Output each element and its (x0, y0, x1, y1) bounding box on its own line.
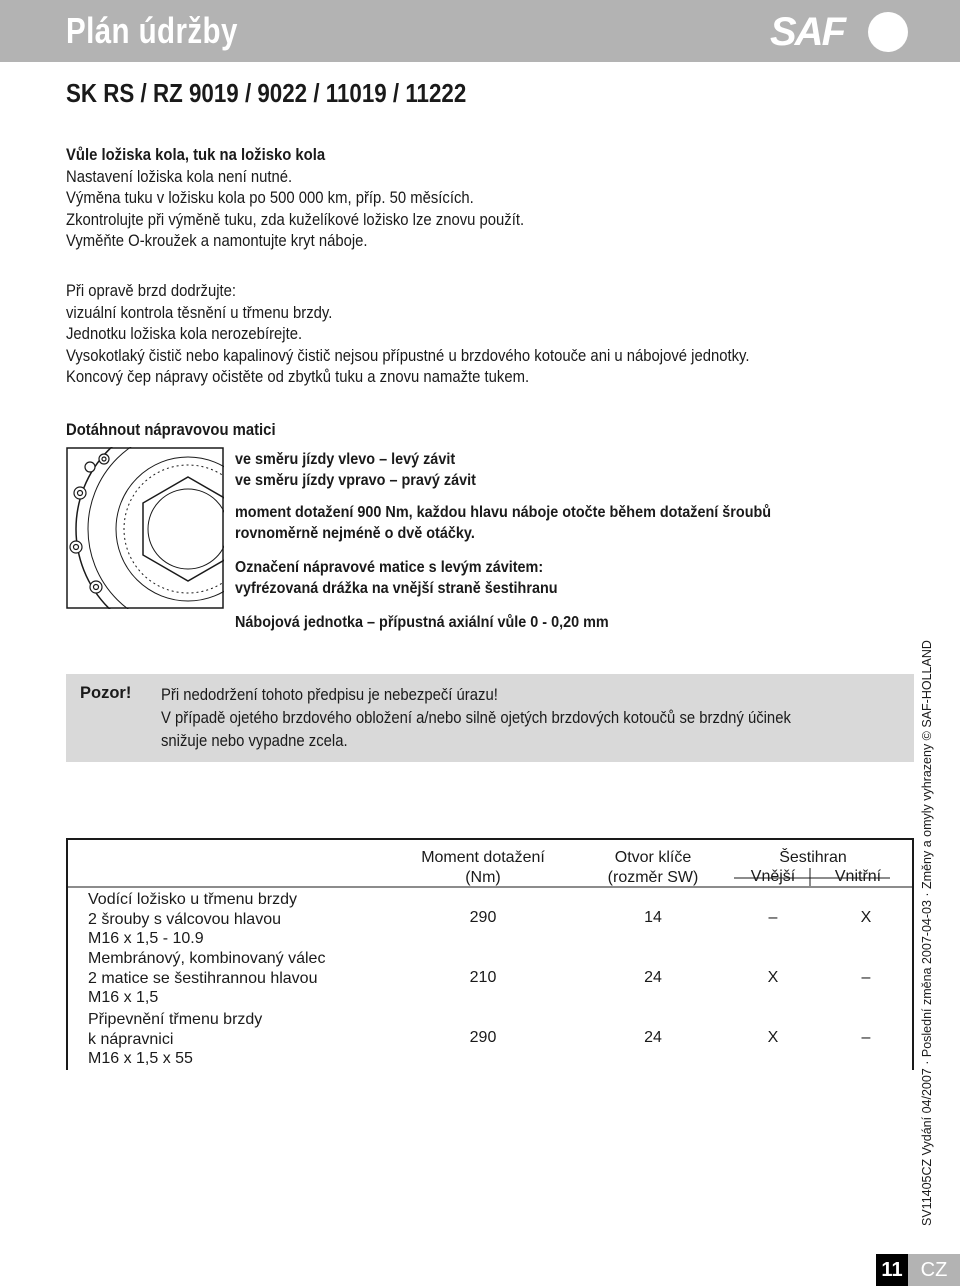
thread-left: ve směru jízdy vlevo – levý závit (235, 451, 456, 468)
header-hex-inner: Vnitřní (834, 868, 882, 885)
marking-line: vyfrézovaná drážka na vnější straně šestihranu (235, 580, 558, 597)
header-hex-outer: Vnější (750, 868, 796, 885)
header-torque-line2: (Nm) (465, 868, 501, 886)
warning-box (66, 674, 914, 762)
page-title: Plán údržby (66, 10, 238, 51)
brake-line: Jednotku ložiska kola nerozebírejte. (66, 325, 303, 343)
document-info-vertical: SV11405CZ Vydání 04/2007 · Poslední změna 2007-04-03 · Změny a omyly vyhrazeny © SAF-HOLLAND (920, 640, 934, 1226)
bearing-line: Vyměňte O-kroužek a namontujte kryt náboje. (66, 232, 368, 250)
header-hex: Šestihran (779, 849, 847, 866)
row-desc-line: Připevnění třmenu brzdy (88, 1011, 263, 1028)
hub-unit-play: Nábojová jednotka – přípustná axiální vůle 0 - 0,20 mm (235, 614, 609, 631)
bearing-line: Výměna tuku v ložisku kola po 500 000 km, příp. 50 měsících. (66, 189, 474, 207)
page-number: 11 (876, 1254, 908, 1286)
row-desc-line: Membránový, kombinovaný válec (88, 950, 326, 967)
row-desc-line: M16 x 1,5 (88, 989, 159, 1006)
language-code: CZ (908, 1254, 960, 1286)
row-desc-line: k nápravnici (88, 1030, 174, 1048)
row-desc-line: 2 šrouby s válcovou hlavou (88, 910, 281, 928)
table-row-desc (88, 890, 297, 949)
saf-logo (770, 10, 910, 54)
model-title: SK RS / RZ 9019 / 9022 / 11019 / 11222 (66, 78, 467, 108)
logo-text: SAF (770, 10, 844, 54)
bearing-line: Zkontrolujte při výměně tuku, zda kuželíkové ložisko lze znovu použít. (66, 210, 525, 229)
bearing-heading: Vůle ložiska kola, tuk na ložisko kola (66, 146, 326, 164)
torque-instruction (235, 502, 771, 544)
torque-line: moment dotažení 900 Nm, každou hlavu náboje otočte během dotažení šroubů (235, 504, 772, 521)
row-desc-line: M16 x 1,5 x 55 (88, 1050, 193, 1067)
nut-marking (235, 557, 558, 599)
row-desc-line: 2 matice se šestihrannou hlavou (88, 969, 318, 987)
header-torque (388, 848, 578, 887)
row-inner: X (860, 909, 872, 926)
row-inner: – (861, 1029, 871, 1046)
warning-line: Při nedodržení tohoto předpisu je nebezpečí úrazu! (161, 686, 498, 704)
thread-right: ve směru jízdy vpravo – pravý závit (235, 472, 476, 489)
warning-line: V případě ojetého brzdového obložení a/nebo silně ojetých brzdových kotoučů se brzdný účinek (161, 709, 791, 727)
row-wrench: 24 (644, 1029, 662, 1046)
brake-line: vizuální kontrola těsnění u třmenu brzdy. (66, 303, 333, 322)
header-bar (0, 0, 960, 62)
row-outer: X (767, 969, 779, 986)
hub-illustration (66, 447, 224, 609)
row-desc-line: M16 x 1,5 - 10.9 (88, 930, 204, 947)
axle-nut-heading: Dotáhnout nápravovou matici (66, 421, 276, 439)
brake-line: Vysokotlaký čistič nebo kapalinový čistič nejsou přípustné u brzdového kotouče ani u nábojové jednotky. (66, 346, 750, 365)
row-outer: – (768, 909, 778, 926)
brake-line: Při opravě brzd dodržujte: (66, 282, 237, 300)
marking-line: Označení nápravové matice s levým závitem: (235, 559, 544, 576)
row-torque: 290 (469, 909, 497, 926)
bearing-section (66, 145, 524, 253)
brake-repair-section (66, 281, 750, 389)
warning-label: Pozor! (80, 684, 132, 702)
thread-directions (235, 449, 476, 491)
row-torque: 290 (469, 1029, 497, 1046)
header-torque-line1: Moment dotažení (421, 849, 545, 866)
warning-line: snižuje nebo vypadne zcela. (161, 732, 348, 750)
row-wrench: 14 (644, 909, 662, 926)
brake-line: Koncový čep nápravy očistěte od zbytků tuku a znovu namažte tukem. (66, 368, 530, 386)
row-outer: X (767, 1029, 779, 1046)
torque-line: rovnoměrně nejméně o dvě otáčky. (235, 525, 475, 542)
header-wrench-line1: Otvor klíče (614, 849, 692, 866)
header-wrench-line2: (rozměr SW) (607, 868, 699, 886)
header-wrench (558, 848, 748, 887)
table-row-desc (88, 949, 325, 1008)
table-row-desc (88, 1010, 262, 1069)
logo-circle-icon (868, 12, 908, 52)
row-desc-line: Vodící ložisko u třmenu brzdy (88, 891, 297, 908)
row-inner: – (861, 969, 871, 986)
row-torque: 210 (469, 969, 497, 986)
bearing-line: Nastavení ložiska kola není nutné. (66, 167, 293, 186)
row-wrench: 24 (644, 969, 662, 986)
warning-text (161, 684, 791, 753)
torque-table (66, 838, 914, 1070)
